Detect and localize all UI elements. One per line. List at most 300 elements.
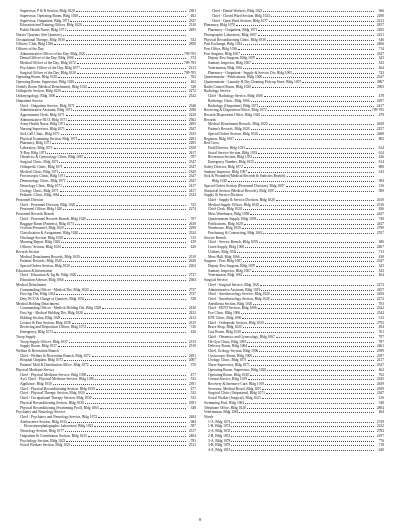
- dot-leader: [238, 47, 374, 50]
- entry-label: Pediatric Clinic, Bldg 1064: [20, 193, 60, 198]
- entry-phone: 761: [378, 330, 384, 335]
- entry-phone: 478: [378, 113, 384, 117]
- dot-leader: [60, 188, 186, 191]
- dot-leader: [258, 33, 374, 36]
- dot-leader: [77, 273, 186, 276]
- dot-leader: [262, 387, 374, 390]
- entry-phone: 346: [378, 37, 384, 42]
- entry-phone: 2417: [376, 103, 384, 108]
- entry-phone: 707: [190, 216, 196, 221]
- entry-label: Chief - Physical Reconditioning Section, Bldg 1030: [20, 386, 95, 391]
- entry-label: Commanding Officer - Medical Holding Det, Bldg 1028: [20, 306, 102, 311]
- dot-leader: [59, 169, 186, 172]
- entry-label: Operating Room, Supervisor, Bldg 1020: [16, 79, 75, 84]
- dot-leader: [250, 212, 374, 215]
- entry-phone: 2347: [376, 363, 384, 368]
- entry-phone: 2347: [188, 174, 196, 179]
- dot-leader: [71, 264, 186, 267]
- entry-label: 1-B, Bldg 1074: [208, 424, 231, 429]
- entry-phone: 2347: [376, 259, 384, 264]
- entry-phone: 2618: [188, 221, 196, 226]
- entry-label: Radiology Service: [204, 89, 231, 94]
- dot-leader: [72, 320, 186, 323]
- entry-label: Surgical Service: [204, 277, 228, 282]
- entry-label: Education and Training Officer, Bldg 1020: [20, 23, 82, 28]
- dot-leader: [243, 42, 374, 45]
- entry-phone: 2963: [376, 84, 384, 89]
- dot-leader: [286, 184, 374, 187]
- entry-label: Deputy Post Surgeon, Bldg 1007: [208, 264, 256, 268]
- dot-leader: [84, 311, 186, 314]
- entry-phone: 426: [190, 245, 196, 250]
- dot-leader: [243, 259, 374, 262]
- dot-leader: [76, 202, 186, 205]
- dot-leader: [56, 292, 186, 295]
- entry-label: Medical Clinic, Bldg 1071: [20, 169, 59, 174]
- dot-leader: [260, 283, 374, 286]
- entry-label: Operating Room, Bldg 1020: [208, 372, 249, 377]
- entry-label: Psychiatry and Neurology Service: [16, 410, 66, 415]
- entry-label: Sanitary Inspector, Bldg 1007: [208, 61, 251, 66]
- entry-label: Neurology Section, Bldg 1077: [20, 429, 64, 434]
- entry-label: Social Workers Section, Bldg 1023: [20, 443, 71, 448]
- entry-phone: 2804: [376, 405, 384, 410]
- entry-phone: 2447: [376, 221, 384, 226]
- entry-label: Veterinarian, Bldg 1061: [208, 273, 243, 278]
- entry-label: Dermatology Clinic, Bldg 1071: [20, 179, 66, 184]
- entry-phone: 2221: [376, 32, 384, 37]
- entry-label: Outpatient Service: [16, 98, 43, 103]
- entry-label: Adolescence Section, Bldg 1023: [20, 419, 67, 424]
- entry-label: Chief - Obstetrics and Gynecology, Bldg 1067: [208, 334, 275, 339]
- entry-phone: 2461: [376, 344, 384, 349]
- entry-label: Surgical Clinic (Outpatient), Bldg 1071: [208, 391, 265, 396]
- dot-leader: [86, 51, 183, 54]
- entry-phone: 2180: [376, 13, 384, 18]
- entry-label: 3-A, Bldg 1078: [208, 438, 231, 443]
- dot-leader: [259, 132, 374, 135]
- entry-label: Sanitary Inspector, Bldg 1007: [204, 169, 247, 174]
- entry-label: Post Office, Bldg 1036: [204, 46, 238, 51]
- entry-label: Administrative NCO, Bldg 1071: [20, 117, 67, 122]
- dot-leader: [66, 174, 186, 177]
- entry-label: Nurses' Quarters (See Quarters): [16, 32, 62, 37]
- entry-label: Discharge Section, Bldg 1020: [20, 235, 64, 240]
- entry-label: Swimming Pool, Bldg 1063: [204, 400, 245, 405]
- dot-leader: [231, 438, 374, 441]
- dot-leader: [62, 89, 186, 92]
- entry-label: Records: [204, 117, 216, 122]
- dot-leader: [259, 103, 374, 106]
- dot-leader: [79, 231, 186, 234]
- entry-phone: 2629: [188, 259, 196, 264]
- dot-leader: [62, 245, 186, 248]
- entry-label: Holding Section, Bldg 1028: [20, 315, 61, 320]
- dot-leader: [271, 14, 374, 17]
- entry-phone: 709-705: [184, 61, 196, 66]
- entry-label: Registrar, Bldg 1007: [204, 136, 234, 141]
- entry-phone: 762: [190, 75, 196, 80]
- entry-phone: 384: [378, 179, 384, 184]
- entry-phone: 374: [190, 56, 196, 61]
- entry-label: Field Director, Bldg 1033: [208, 146, 245, 151]
- entry-label: Chief - Dental Workers, Bldg 1023: [212, 9, 263, 14]
- dot-leader: [257, 217, 374, 220]
- dot-leader: [63, 207, 186, 210]
- entry-phone: 464: [378, 410, 384, 415]
- entry-label: Chief - Outpatient Service, Bldg 1071: [20, 103, 75, 108]
- entry-phone: 2212: [188, 315, 196, 320]
- entry-label: Civilian Personnel, Bldg 1020: [20, 226, 64, 231]
- dot-leader: [261, 113, 374, 116]
- entry-phone: 2222: [376, 424, 384, 429]
- entry-phone: 338: [190, 297, 196, 302]
- entry-label: Obstetrics & Gynecology Clinic, Bldg 1067: [20, 155, 84, 160]
- dot-leader: [269, 18, 374, 21]
- entry-label: Patients' Mail & Distribution Office, Bldg 1072: [20, 363, 89, 368]
- entry-phone: 2347: [376, 75, 384, 80]
- dot-leader: [264, 94, 375, 97]
- entry-label: Recreation Section, Bldg 1033: [208, 155, 253, 160]
- entry-phone: 2495: [188, 122, 196, 127]
- entry-phone: 343: [378, 169, 384, 174]
- dot-leader: [95, 377, 186, 380]
- dot-leader: [258, 151, 374, 154]
- entry-phone: 2342: [376, 311, 384, 316]
- dot-leader: [61, 240, 186, 243]
- entry-label: Chief - Physical Therapy Section, Bldg 1030: [20, 391, 85, 396]
- dot-leader: [93, 396, 187, 399]
- entry-phone: 2335: [188, 131, 196, 136]
- entry-label: Proctoscopic Clinic, Bldg 1071: [20, 174, 66, 179]
- entry-label: Electroencephalographic Laboratory, Bldg 1023: [24, 424, 94, 429]
- entry-phone: 2272: [376, 297, 384, 302]
- entry-label: Emergency, Bldg 1072: [20, 330, 53, 335]
- dot-leader: [239, 410, 374, 413]
- entry-label: Administrative Assistant, Bldg 1071: [20, 108, 73, 113]
- entry-label: Troop Supply Officer, Bldg 1037: [20, 339, 68, 344]
- dot-leader: [243, 325, 374, 328]
- dot-leader: [255, 160, 374, 163]
- entry-label: Supervisor, P & R Section, Bldg 1020: [20, 9, 75, 14]
- dot-leader: [267, 37, 374, 40]
- dot-leader: [245, 245, 374, 248]
- entry-phone: 2316: [376, 202, 384, 207]
- dot-leader: [67, 28, 186, 31]
- entry-phone: 2457: [376, 287, 384, 292]
- entry-phone: 2510: [188, 344, 196, 349]
- entry-phone: 2639: [376, 386, 384, 391]
- entry-label: Troop Supply: [16, 334, 36, 339]
- entry-phone: 316: [378, 183, 384, 188]
- dot-leader: [66, 127, 186, 130]
- dot-leader: [253, 155, 374, 158]
- entry-label: Special Orders Section (Personnel Division), Bldg 1007: [204, 183, 285, 188]
- dot-leader: [56, 94, 186, 97]
- entry-label: Medical Detachment: [16, 282, 47, 287]
- entry-label: Emergency Number, Bldg 1033: [208, 160, 254, 165]
- entry-label: Safety Director, Bldg 1072: [204, 164, 243, 169]
- entry-phone: 709-705: [184, 70, 196, 75]
- entry-label: Chief - Welfare & Recreation Branch, Bldg 1072: [20, 353, 91, 358]
- entry-phone: 343: [378, 61, 384, 66]
- entry-label: Psychiatric Officer of the Day, Bldg 1077: [20, 65, 80, 70]
- entry-phone: 763: [378, 301, 384, 306]
- entry-phone: 2789: [376, 226, 384, 231]
- entry-label: Radiology (Outpatient), Bldg 1071: [208, 103, 259, 108]
- entry-phone: 343: [378, 268, 384, 273]
- entry-phone: 2310: [188, 254, 196, 259]
- entry-phone: 2384: [188, 278, 196, 283]
- entry-label: Sick & Wounded (Medical Records & Statistics Branch),: [204, 174, 287, 179]
- entry-phone: 2273: [376, 282, 384, 287]
- entry-phone: 348: [378, 400, 384, 405]
- entry-label: Wards: [204, 414, 214, 419]
- entry-phone: 2727: [188, 273, 196, 278]
- entry-label: 2-B, Bldg 1033: [208, 433, 231, 438]
- entry-phone: 464: [378, 65, 384, 70]
- entry-phone: 2220: [188, 113, 196, 117]
- directory-column-right: [204, 9, 384, 453]
- entry-phone: 2850: [188, 42, 196, 47]
- entry-phone: 2447: [376, 212, 384, 217]
- directory-entry: [16, 443, 196, 448]
- dot-leader: [71, 443, 186, 446]
- entry-label: Chief Clerk, Bldg 1020: [208, 207, 242, 212]
- entry-phone: 776: [378, 438, 384, 443]
- dot-leader: [76, 9, 186, 12]
- dot-leader: [241, 254, 374, 257]
- entry-phone: 2491: [188, 353, 196, 358]
- entry-phone: 2347: [188, 160, 196, 165]
- entry-label: Pharmacy, Bldg 1071: [20, 141, 52, 146]
- entry-phone: 2396: [188, 108, 196, 113]
- entry-label: Supervisor, Operating Room, Bldg 1020: [20, 13, 79, 18]
- dot-leader: [253, 302, 374, 305]
- entry-phone: 2727: [188, 292, 196, 297]
- entry-phone: 477: [190, 386, 196, 391]
- entry-phone: 2513: [188, 443, 196, 448]
- entry-phone: 589: [378, 188, 384, 193]
- entry-label: Anesthesia Section, Bldg 1020: [208, 301, 253, 306]
- entry-phone: 714: [378, 46, 384, 51]
- entry-phone: 494: [378, 325, 384, 330]
- dot-leader: [75, 80, 186, 83]
- dot-leader: [63, 184, 186, 187]
- entry-phone: 2342: [188, 94, 196, 99]
- entry-label: Special Orders Section, Bldg 1020: [208, 131, 258, 136]
- dot-leader: [276, 198, 374, 201]
- entry-label: Post Surgeon, Bldg 1007: [204, 51, 240, 56]
- entry-phone: 343: [378, 56, 384, 61]
- entry-label: Medical Detachment Records, Bldg 1020: [208, 122, 268, 127]
- entry-label: Medical Supply Officer, Bldg 1020: [208, 202, 259, 207]
- entry-phone: 2290: [188, 226, 196, 231]
- entry-label: Neurology Clinic, Bldg 1071: [20, 183, 62, 188]
- entry-label: Publications, Bldg 1020: [208, 221, 243, 226]
- entry-phone: 2399: [376, 348, 384, 353]
- dot-leader: [271, 297, 374, 300]
- dot-leader: [85, 297, 186, 300]
- entry-label: Sick Call Clinic, Bldg 1071: [20, 131, 60, 136]
- entry-phone: 462: [190, 13, 196, 18]
- entry-phone: 2324: [188, 230, 196, 235]
- entry-label: Operating Room, Supervisor, Bldg 1020: [208, 367, 267, 372]
- entry-phone: 787: [378, 334, 384, 339]
- entry-label: Statistical Section (Medical Records), Bldg 1007: [204, 188, 275, 193]
- entry-label: Officers' Club, Bldg 1036: [16, 42, 54, 47]
- entry-label: Welfare & Recreation Branch: [16, 348, 59, 353]
- dot-leader: [65, 429, 186, 432]
- entry-phone: 2262: [188, 264, 196, 268]
- entry-phone: 2417: [188, 188, 196, 193]
- entry-label: Radiology Clinic, Bldg 1006: [208, 98, 250, 103]
- entry-phone: 587: [190, 424, 196, 429]
- entry-label: Veterinarian, Bldg 1061: [204, 410, 239, 415]
- entry-label: 4-A, Bldg 1018: [208, 448, 231, 453]
- dot-leader: [236, 23, 374, 26]
- dot-leader: [52, 141, 186, 144]
- entry-phone: 762: [378, 372, 384, 377]
- dot-leader: [81, 66, 186, 69]
- dot-leader: [69, 339, 186, 342]
- dot-leader: [261, 287, 374, 290]
- entry-label: Chief, Urology Section, Bldg 1006: [208, 348, 259, 353]
- entry-label: Purchasing & Contracting, Bldg 1041: [208, 230, 263, 235]
- entry-phone: 2346: [188, 103, 196, 108]
- entry-label: Chief - Orthopedic Section, Bldg 1020: [208, 320, 264, 325]
- entry-label: Nurse Supervisor, Bldg 1071: [208, 363, 250, 368]
- entry-label: Appliance, Bldg 1030: [20, 381, 52, 386]
- entry-label: Otolaryngology, Bldg 1006: [16, 94, 56, 99]
- dot-leader: [76, 103, 186, 106]
- entry-phone: 2362: [188, 117, 196, 122]
- dot-leader: [231, 434, 374, 437]
- entry-phone: 2381: [188, 9, 196, 14]
- entry-phone: 2297: [376, 98, 384, 103]
- entry-label: Nursing Supervisor, Bldg 1071: [20, 127, 65, 132]
- dot-leader: [66, 37, 186, 40]
- entry-label: Personnel Records Branch: [16, 211, 55, 216]
- entry-phone: 386: [378, 240, 384, 245]
- dot-leader: [256, 264, 374, 267]
- dot-leader: [65, 226, 186, 229]
- dot-leader: [87, 372, 186, 375]
- entry-label: Records Section: [16, 249, 40, 254]
- entry-label: Post Exchange, Bldg 1034: [204, 42, 243, 47]
- dot-leader: [247, 405, 374, 408]
- entry-label: Surgical Clinic, Bldg 1071: [20, 160, 59, 165]
- dot-leader: [61, 132, 186, 135]
- dot-leader: [88, 85, 186, 88]
- entry-label: Recovery & Intensive Care, Bldg 1019: [208, 381, 265, 386]
- entry-phone: 2639: [376, 381, 384, 386]
- entry-phone: 742: [378, 70, 384, 75]
- dot-leader: [259, 349, 374, 352]
- dot-leader: [61, 316, 186, 319]
- entry-phone: 477: [190, 372, 196, 377]
- entry-phone: 2347: [188, 179, 196, 184]
- entry-label: Chief - Service Branch, Bldg 1059: [208, 240, 258, 245]
- entry-label: Army Health Nurse, Bldg 1071: [20, 122, 66, 127]
- entry-label: Social Service Section, Bldg 1033: [208, 150, 258, 155]
- entry-label: Orthopedic Section, Bldg 1020: [16, 89, 61, 94]
- entry-phone: 640: [378, 448, 384, 453]
- entry-phone: 2317: [188, 429, 196, 434]
- entry-phone: 787: [190, 155, 196, 160]
- entry-label: Cystoscopic Room, Bldg 1006: [208, 353, 253, 358]
- dot-leader: [246, 146, 374, 149]
- entry-label: Chief - Physical Medicine Service, Bldg 1030: [20, 372, 87, 377]
- entry-label: Chief - Supply & Service Division, Bldg 1020: [208, 197, 275, 202]
- dot-leader: [77, 70, 183, 73]
- dot-leader: [83, 23, 186, 26]
- entry-phone: 2315: [188, 339, 196, 344]
- entry-label: Photographic Laboratory, Bldg 1007: [204, 32, 257, 37]
- entry-label: Orthopedic Clinic, Bldg 1071: [20, 164, 63, 169]
- dot-leader: [263, 75, 374, 78]
- entry-phone: 2749: [376, 419, 384, 424]
- entry-label: Mess Warehouse, Bldg 1058: [208, 212, 250, 217]
- entry-label: Chief - Occupational Therapy Section, Bldg 1030: [20, 396, 92, 401]
- dot-leader: [59, 160, 186, 163]
- entry-label: Physical Reconditioning (Swimming Pool), Bldg 1063: [20, 405, 99, 410]
- entry-label: Chief - Education & Trg Br, Bldg 1020: [20, 273, 77, 278]
- entry-label: Classification & Assignment, Bldg 1020: [20, 230, 79, 235]
- dot-leader: [231, 424, 374, 427]
- entry-phone: 2404: [188, 433, 196, 438]
- entry-phone: 2817: [376, 23, 384, 28]
- dot-leader: [244, 221, 374, 224]
- entry-label: Medical Detachment Records, Bldg 1020: [20, 254, 80, 259]
- entry-phone: 743: [190, 202, 196, 207]
- dot-leader: [70, 18, 186, 21]
- dot-leader: [64, 236, 186, 239]
- dot-leader: [68, 420, 186, 423]
- entry-label: Brace Shop, Bldg 1020: [208, 325, 242, 330]
- entry-phone: 2610: [376, 197, 384, 202]
- entry-label: Cast Room, Bldg 1020: [208, 330, 241, 335]
- entry-label: Ass't Chief - Physical Medicine Service, Bldg 1030: [20, 377, 95, 382]
- entry-phone: 2315: [188, 320, 196, 325]
- entry-phone: 614: [378, 160, 384, 165]
- dot-leader: [252, 85, 374, 88]
- entry-label: Laboratory, Bldg 1071: [20, 146, 53, 151]
- dot-leader: [265, 320, 374, 323]
- entry-label: Medical Officer of the Day, Bldg 1072: [20, 61, 76, 66]
- entry-label: First Sgt Det, Bldg 1032: [20, 292, 56, 297]
- entry-label: Administrative Officer of the Day, Bldg 1020: [20, 51, 86, 56]
- entry-label: Operating Room, Bldg 1020: [16, 75, 57, 80]
- dot-leader: [243, 207, 374, 210]
- entry-label: Chief - Psychiatry and Neurology Service, Bldg 1072: [20, 415, 98, 419]
- entry-label: Occupational Therapy, Bldg 1030: [16, 37, 65, 42]
- entry-label: Officers' Section, Bldg 1020: [20, 245, 61, 250]
- entry-phone: 2391: [188, 381, 196, 386]
- entry-phone: 2432: [188, 311, 196, 316]
- dot-leader: [243, 66, 374, 69]
- entry-label: Physical Examining Section, Bldg 1071: [20, 136, 78, 141]
- entry-phone: 313: [378, 315, 384, 320]
- entry-label: Utilities, Bldg 1042: [208, 249, 237, 254]
- dot-leader: [58, 75, 186, 78]
- dot-leader: [60, 193, 186, 196]
- entry-phone: 478: [378, 94, 384, 99]
- dot-leader: [228, 179, 374, 182]
- entry-label: Public Health Nurse, Bldg 1071: [20, 28, 67, 33]
- dot-leader: [75, 56, 187, 59]
- dot-leader: [54, 42, 186, 45]
